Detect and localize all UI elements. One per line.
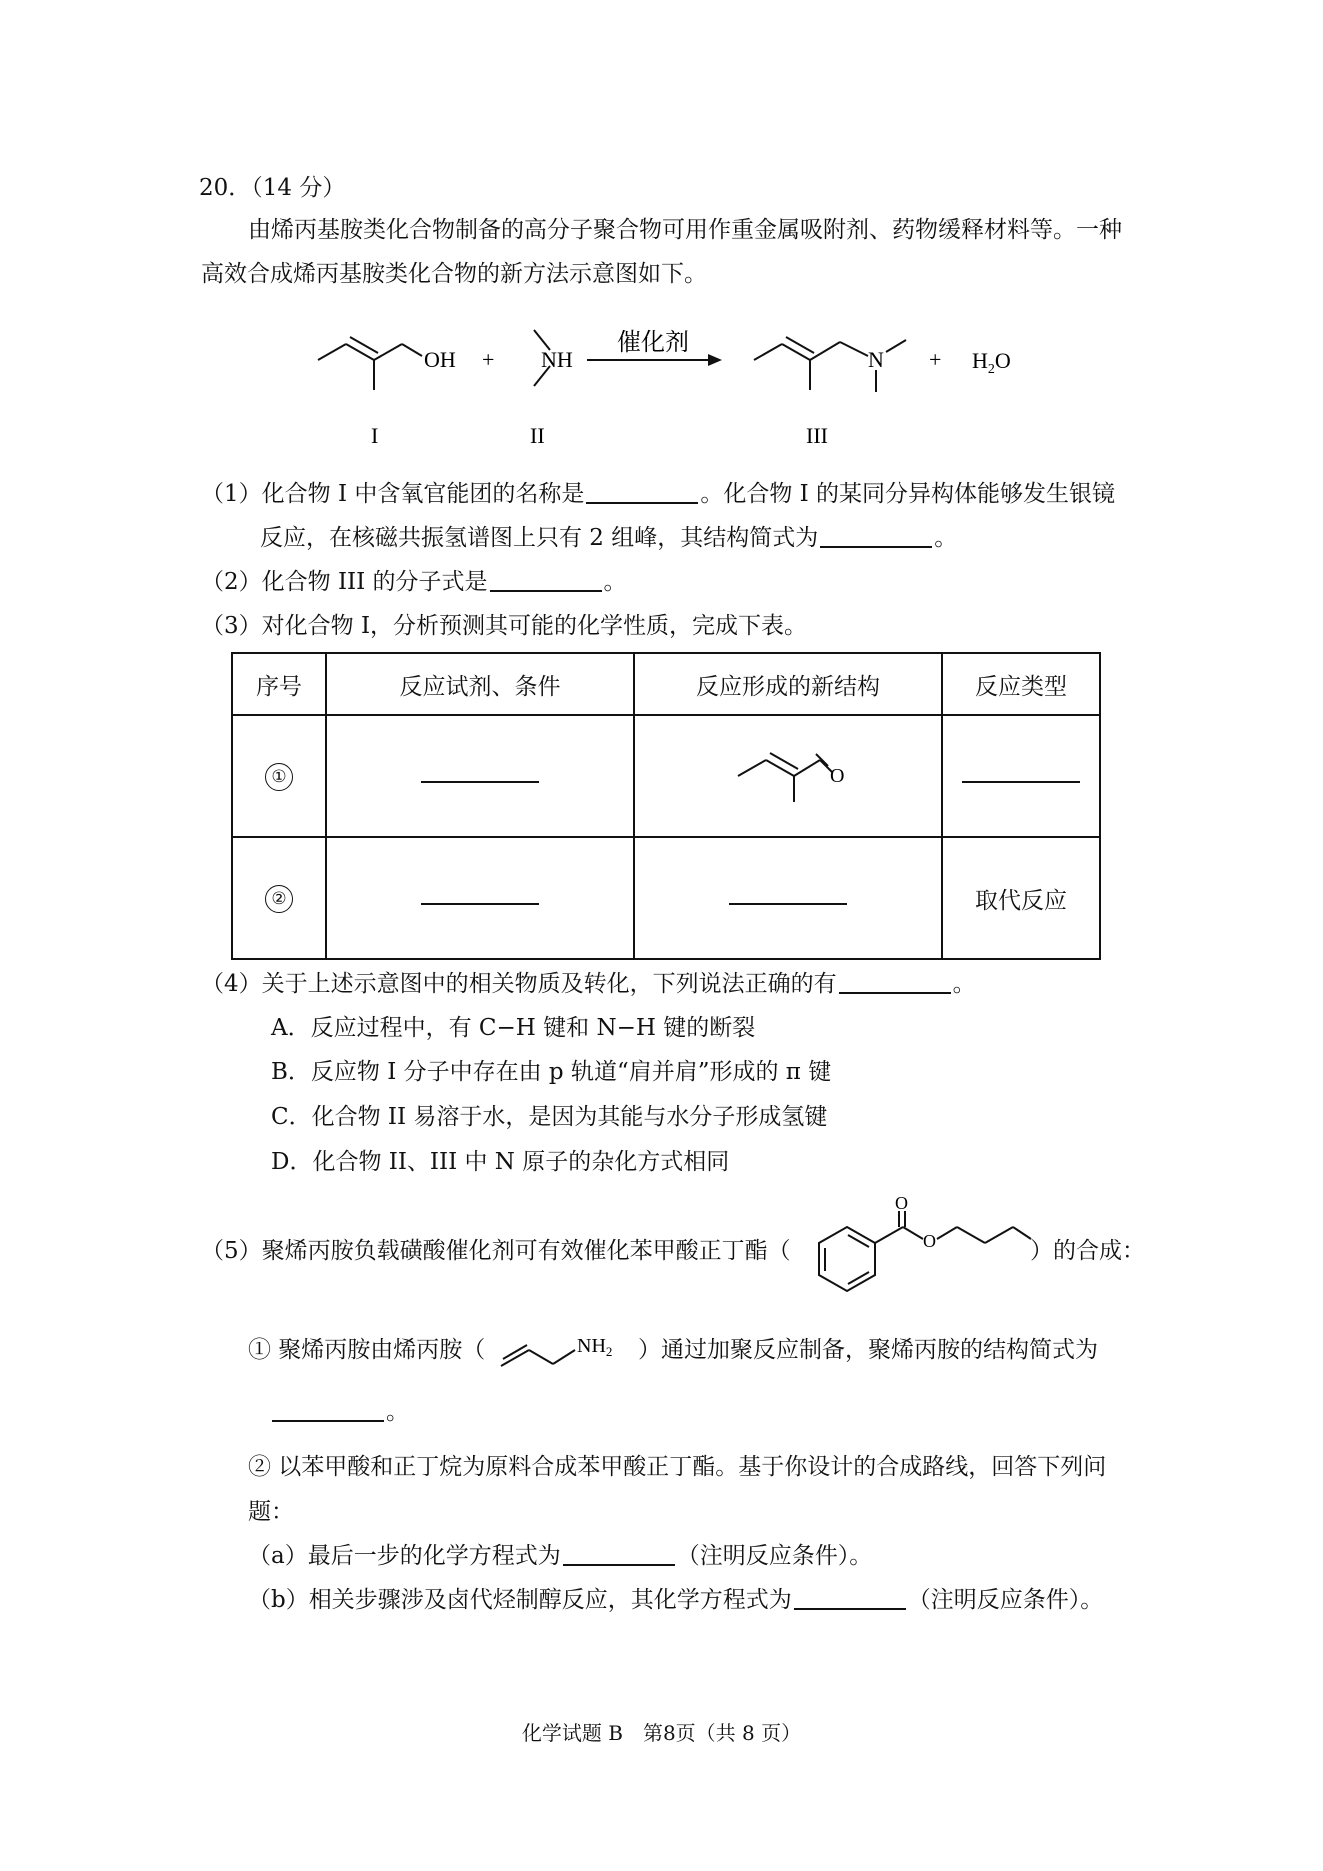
oh-label: OH xyxy=(424,347,456,372)
answer-blank[interactable] xyxy=(729,889,847,905)
answer-blank[interactable] xyxy=(586,482,698,504)
page-footer: 化学试题 B 第8页（共 8 页） xyxy=(521,1721,802,1745)
catalyst-label: 催化剂 xyxy=(617,330,689,356)
o-label: O xyxy=(830,765,845,787)
question-number: 20．（14 分） xyxy=(199,175,346,201)
plus-sign-2: + xyxy=(929,347,942,372)
compound-label-3: III xyxy=(806,423,828,448)
answer-blank[interactable] xyxy=(490,570,602,592)
table-row xyxy=(232,837,1100,959)
answer-blank[interactable] xyxy=(839,972,951,994)
header-reagent: 反应试剂、条件 xyxy=(326,653,634,715)
part1-line2: 反应，在核磁共振氢谱图上只有 2 组峰，其结构简式为 。 xyxy=(260,525,958,551)
table-row xyxy=(232,715,1100,837)
sub2-a: （a）最后一步的化学方程式为 （注明反应条件）。 xyxy=(248,1543,873,1569)
compound-label-2: II xyxy=(530,423,545,448)
table-header-row xyxy=(232,653,1100,715)
part3-prompt: （3）对化合物 I，分析预测其可能的化学性质，完成下表。 xyxy=(201,613,808,639)
intro-line-2: 高效合成烯丙基胺类化合物的新方法示意图如下。 xyxy=(201,261,707,287)
plus-sign: + xyxy=(482,347,495,372)
butyl-benzoate-structure xyxy=(805,1195,1035,1300)
header-index: 序号 xyxy=(232,653,326,715)
sub1-answer: 。 xyxy=(270,1398,409,1428)
sub1-prompt-a: ① 聚烯丙胺由烯丙胺（ xyxy=(248,1337,486,1363)
row-index: ① xyxy=(265,763,293,791)
option-b: B．反应物 I 分子中存在由 p 轨道“肩并肩”形成的 π 键 xyxy=(271,1059,832,1085)
nh-label: NH xyxy=(541,347,573,372)
properties-table xyxy=(231,652,1101,960)
answer-blank[interactable] xyxy=(820,526,932,548)
option-d: D．化合物 II、III 中 N 原子的杂化方式相同 xyxy=(271,1149,730,1175)
intro-line-1: 由烯丙基胺类化合物制备的高分子聚合物可用作重金属吸附剂、药物缓释材料等。一种 xyxy=(248,217,1122,243)
ester-o-top: O xyxy=(895,1195,908,1213)
option-c: C．化合物 II 易溶于水，是因为其能与水分子形成氢键 xyxy=(271,1104,828,1130)
option-a: A．反应过程中，有 C−H 键和 N−H 键的断裂 xyxy=(271,1015,756,1041)
reaction-type: 取代反应 xyxy=(942,837,1100,959)
sub2-line-2: 题： xyxy=(248,1499,294,1525)
arrow-head xyxy=(708,354,722,366)
answer-blank[interactable] xyxy=(421,767,539,783)
ester-o-mid: O xyxy=(923,1231,936,1251)
compound-label-1: I xyxy=(371,423,379,448)
n-label: N xyxy=(868,347,884,372)
sub2-line-1: ② 以苯甲酸和正丁烷为原料合成苯甲酸正丁酯。基于你设计的合成路线，回答下列问 xyxy=(248,1454,1107,1480)
part2: （2）化合物 III 的分子式是 。 xyxy=(201,569,627,595)
answer-blank[interactable] xyxy=(962,767,1080,783)
sub1-prompt-b: ）通过加聚反应制备，聚烯丙胺的结构简式为 xyxy=(638,1337,1098,1363)
water-formula: $H_2O$ xyxy=(972,348,1011,377)
part5-prompt-b: ）的合成： xyxy=(1030,1238,1145,1264)
part1-line1: （1）化合物 I 中含氧官能团的名称是 。化合物 I 的某同分异构体能够发生银镜 xyxy=(201,481,1116,507)
answer-blank[interactable] xyxy=(421,889,539,905)
part4-prompt: （4）关于上述示意图中的相关物质及转化，下列说法正确的有 。 xyxy=(201,971,976,997)
row-index: ② xyxy=(265,885,293,913)
nh2-label: $NH_2$ xyxy=(577,1335,613,1359)
answer-blank[interactable] xyxy=(794,1588,906,1610)
allylamine-structure xyxy=(495,1322,645,1372)
aldehyde-structure xyxy=(718,738,858,808)
answer-blank[interactable] xyxy=(272,1400,384,1422)
part5-prompt-a: （5）聚烯丙胺负载磺酸催化剂可有效催化苯甲酸正丁酯（ xyxy=(201,1238,791,1264)
header-structure: 反应形成的新结构 xyxy=(634,653,942,715)
header-type: 反应类型 xyxy=(942,653,1100,715)
answer-blank[interactable] xyxy=(563,1544,675,1566)
reaction-scheme xyxy=(0,300,1323,460)
sub2-b: （b）相关步骤涉及卤代烃制醇反应，其化学方程式为 （注明反应条件）。 xyxy=(248,1587,1104,1613)
